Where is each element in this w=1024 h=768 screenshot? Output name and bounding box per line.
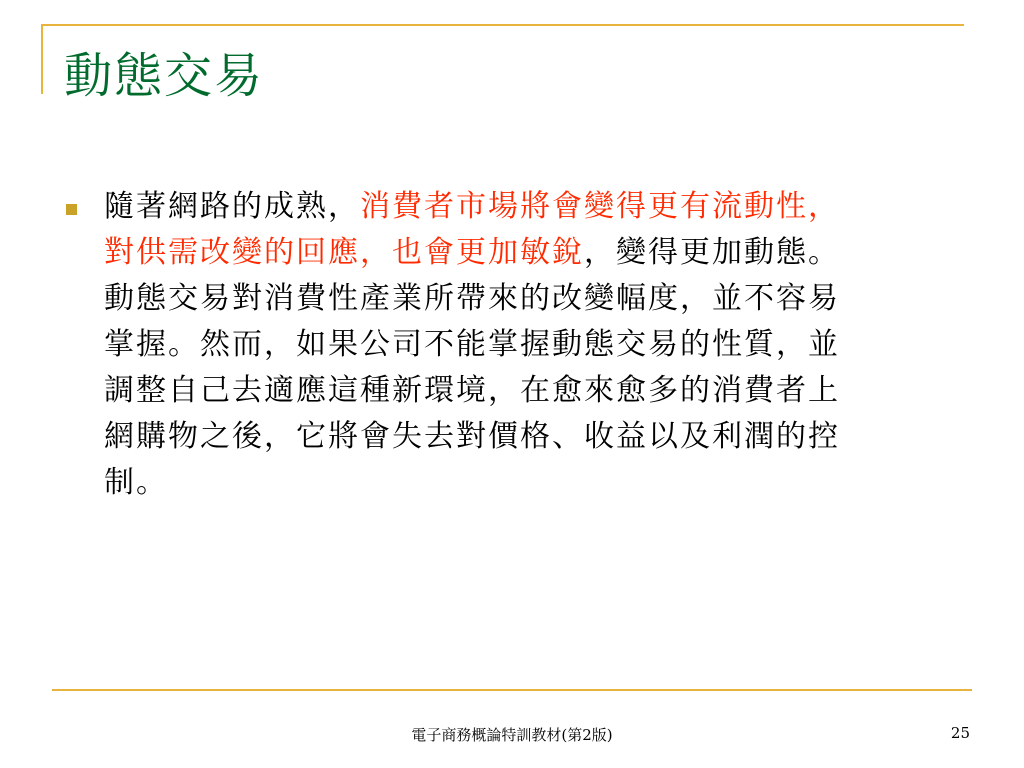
- square-bullet-icon: [66, 204, 77, 215]
- left-rule: [41, 24, 43, 94]
- body-text: 網購物之後，它將會失去對價格、收益以及利潤的控: [104, 419, 840, 454]
- body-text: 制。: [104, 465, 168, 500]
- bullet-line: [104, 184, 964, 230]
- body-text: 動態交易對消費性產業所帶來的改變幅度，並不容易: [104, 281, 840, 316]
- body-text: 調整自己去適應這種新環境，在愈來愈多的消費者上: [104, 373, 840, 408]
- bullet-line: [104, 414, 964, 460]
- body-text: 掌握。然而，如果公司不能掌握動態交易的性質，並: [104, 327, 840, 362]
- slide-number: 25: [950, 724, 970, 742]
- bullet-paragraph: [104, 184, 964, 506]
- bullet-line: [104, 322, 964, 368]
- bottom-rule: [52, 689, 972, 691]
- bullet-line: [104, 276, 964, 322]
- body-text: 隨著網路的成熟，: [104, 189, 360, 224]
- bullet-line: [104, 460, 964, 506]
- slide-title: 動態交易: [64, 48, 265, 104]
- bullet-line: [104, 368, 964, 414]
- emphasized-text: 對供需改變的回應，也會更加敏銳: [104, 235, 584, 270]
- footer-text: 電子商務概論特訓教材(第2版): [411, 726, 613, 744]
- top-rule: [41, 24, 964, 26]
- bullet-line: [104, 230, 964, 276]
- body-text: ，變得更加動態。: [584, 235, 840, 270]
- emphasized-text: 消費者市場將會變得更有流動性，: [360, 189, 840, 224]
